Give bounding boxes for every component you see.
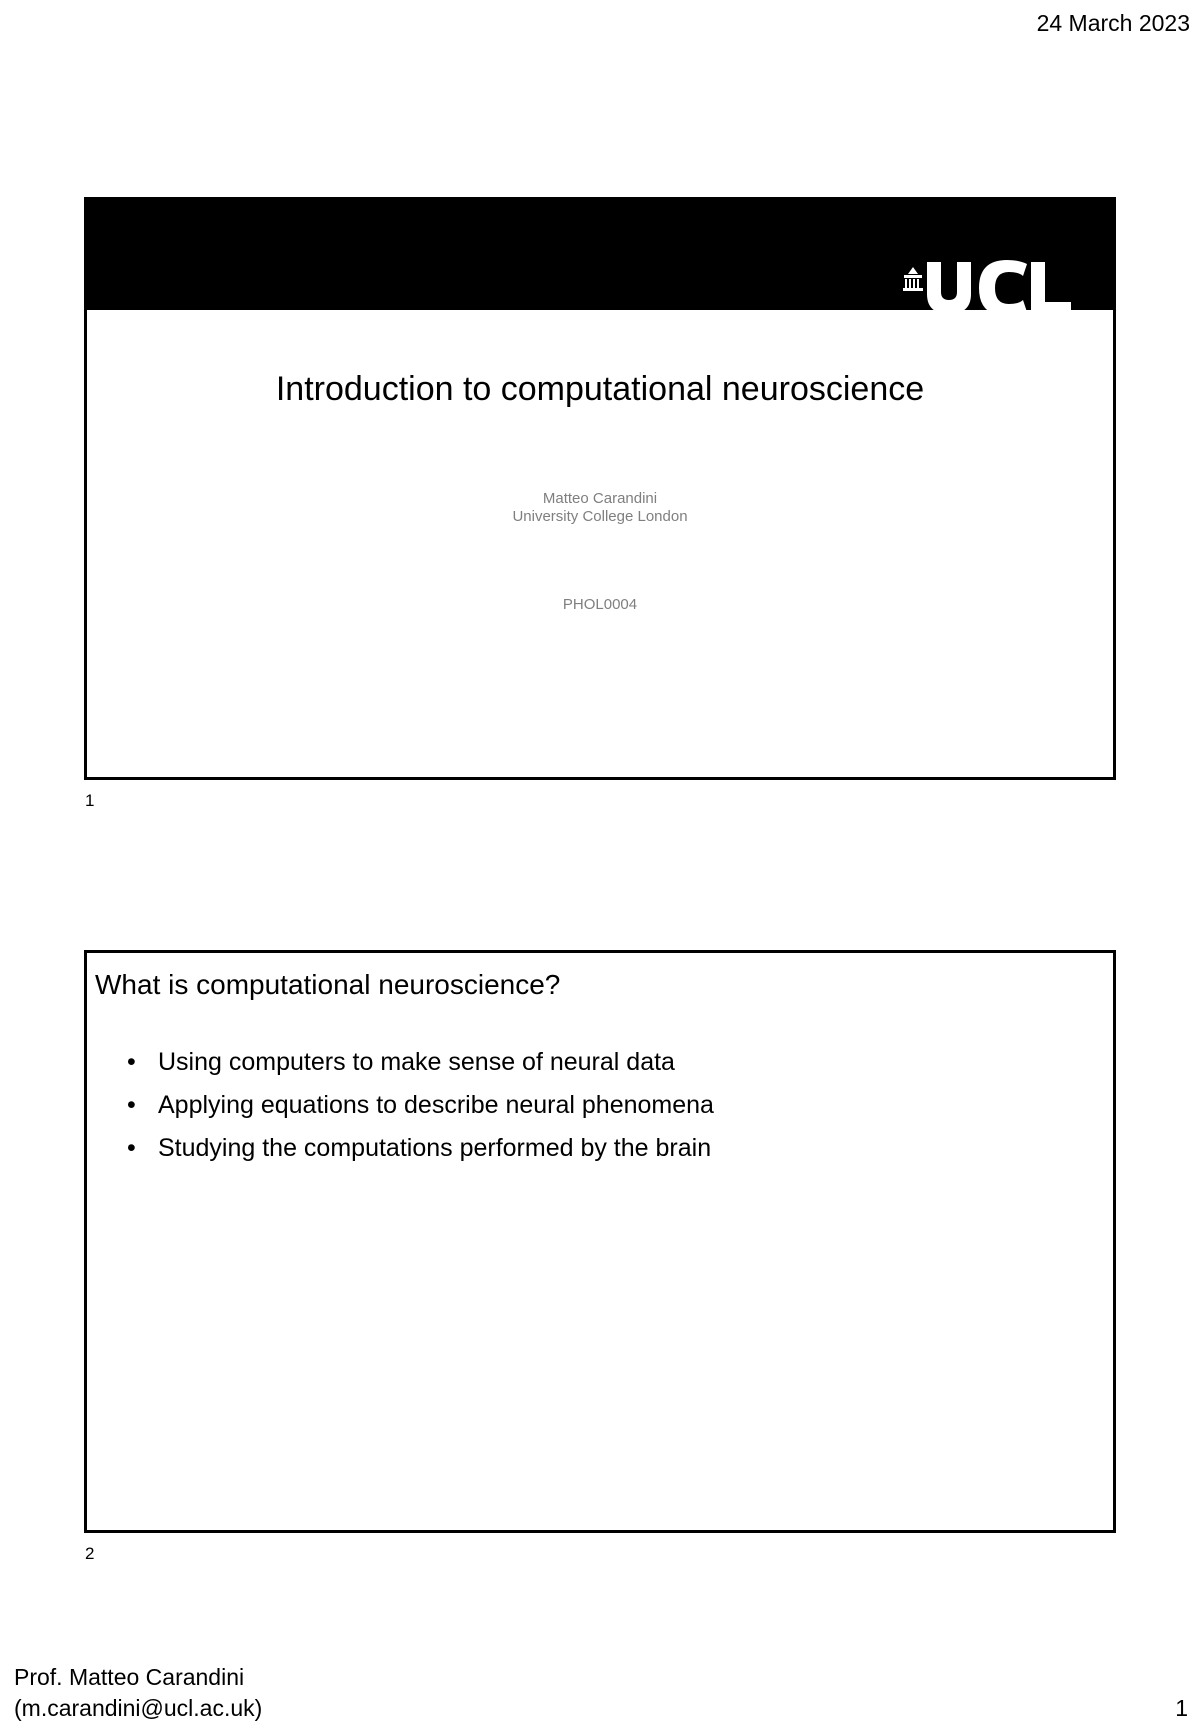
title-band [87,200,1113,310]
bullet-dot-icon: • [127,1091,136,1119]
slide-number-2: 2 [85,1544,95,1563]
slide-2 [84,950,1116,1533]
portico-icon [903,267,923,291]
footer-author-name: Prof. Matteo Carandini [14,1664,245,1690]
bullet-text: Applying equations to describe neural phenomena [158,1091,714,1119]
bullet-list [127,1041,714,1170]
bullet-dot-icon: • [127,1048,136,1076]
footer-author [14,1662,262,1724]
slide-number-1: 1 [85,791,95,810]
bullet-item [127,1084,714,1127]
page-number: 1 [1175,1695,1188,1721]
slide-1-title: Introduction to computational neuroscience [275,370,925,408]
ucl-logo-graphic [899,258,1079,314]
course-code: PHOL0004 [562,596,638,613]
slide-2-title: What is computational neuroscience? [95,969,561,1000]
institution: University College London [512,508,688,525]
author-name: Matteo Carandini [542,490,658,507]
bullet-dot-icon: • [127,1134,136,1162]
slide-1 [84,197,1116,780]
ucl-logo [899,258,1079,314]
header-date: 24 March 2023 [1036,10,1190,36]
author-block [87,490,1113,526]
footer-author-email: (m.carandini@ucl.ac.uk) [14,1695,263,1721]
bullet-text: Studying the computations performed by the brain [158,1134,712,1162]
bullet-item [127,1041,714,1084]
bullet-item [127,1127,714,1170]
bullet-text: Using computers to make sense of neural data [158,1048,675,1076]
